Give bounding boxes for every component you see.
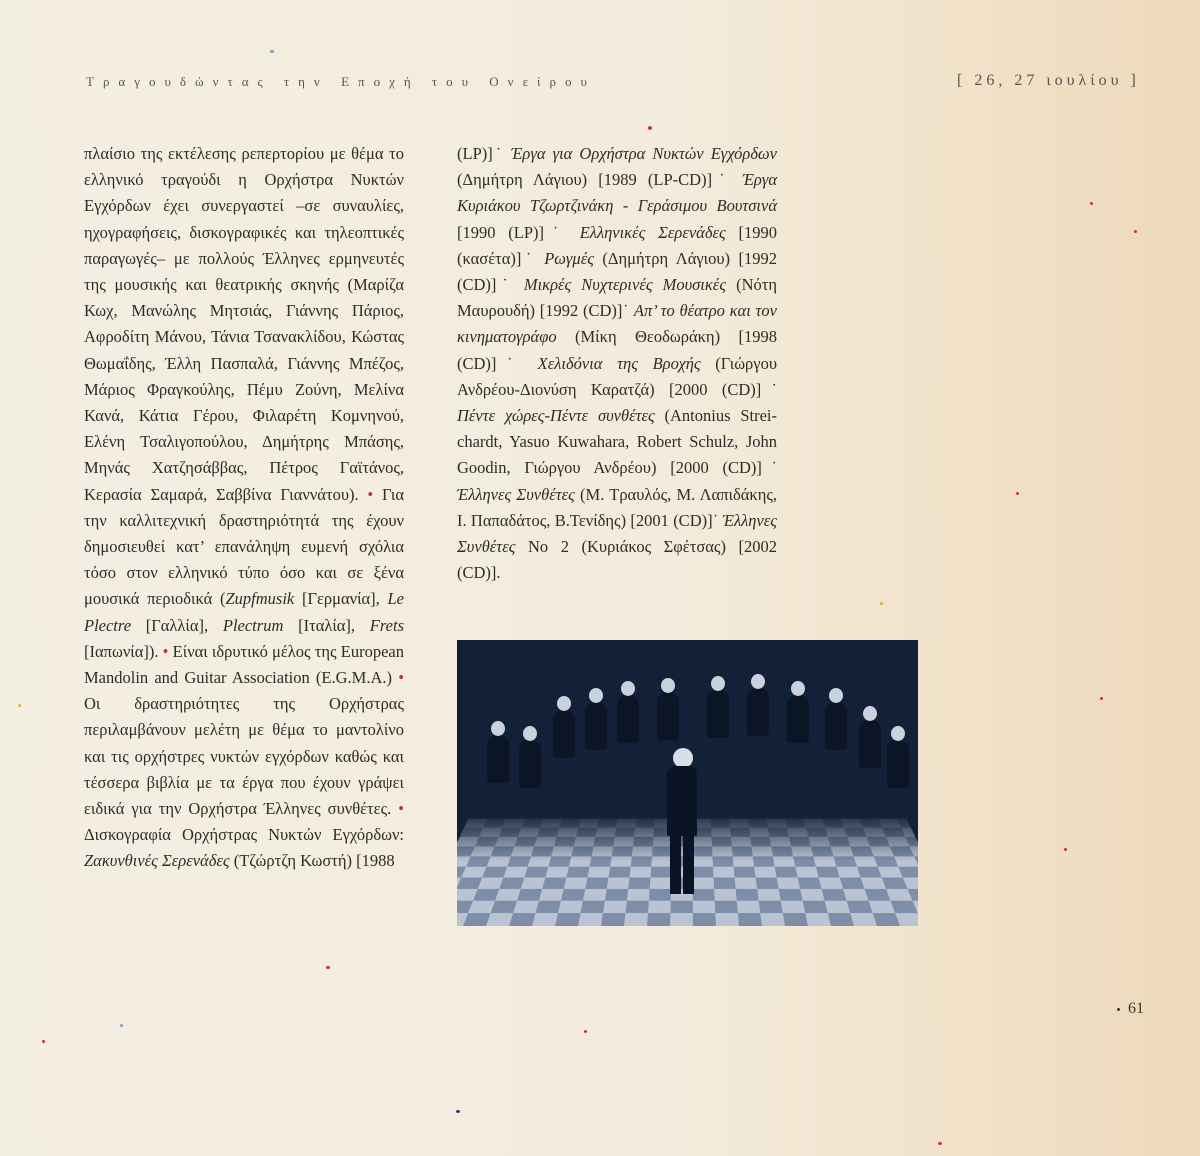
paragraph: [84, 141, 404, 875]
text-run: (Τζώρτζη Κωστή) [1988: [229, 851, 395, 871]
text-run: (LP)]˙: [457, 144, 512, 163]
text-column-left: [84, 141, 404, 875]
text-run: Δισκογραφία Ορχήστρας Νυκτών Εγχόρδων:: [84, 825, 404, 845]
italic-title: Έλληνες Συνθέτες: [457, 484, 575, 504]
musician-figure: [787, 695, 809, 743]
text-column-right: [457, 141, 777, 586]
text-run: πλαίσιο της εκτέλεσης ρεπερτορίου με θέμα το ελληνικό τραγούδι η Ορχήστρα Νυκτών Εγχόρδων έχει συνεργαστεί –σε συναυλίες, ηχογραφήσεις, δισκογραφικές και τηλεοπτικές παραγωγές– με πολλούς Έλληνες ερμηνευτές της μουσικής και θεατρικής σκηνής (Μαρίζα Κωχ, Μανώλης Μητσιάς, Γιάννης Πάριος, Αφροδίτη Μάνου, Τάνια Τσανακλίδου, Κώστας Θωμαΐδης, Έλλη Πασπαλά, Γιάννης Μπέζος, Μάριος Φραγκούλης, Πέμυ Ζούνη, Μελίνα Κανά, Κάτια Γέρου, Φιλαρέτη Κομνηνού, Ελένη Τσαλιγοπούλου, Δημήτρης Μπάσης, Μηνάς Χατζησάββας, Πέτρος Γαϊτάνος, Κερασία Σαμαρά, Σαββίνα Γιαννάτου).: [84, 144, 404, 504]
orchestra-photo: [457, 640, 918, 926]
italic-title: Plectrum: [222, 615, 284, 635]
italic-title: Έργα για Ορχήστρα Νυκτών Εγχόρδων: [511, 144, 777, 163]
italic-title: Έλληνες Συνθέτες: [457, 510, 777, 557]
text-run: (Δημήτρη Λάγιου) [1992 (CD)]˙: [457, 248, 777, 295]
musician-figure: [859, 720, 881, 768]
text-run: No 2 (Κυριάκος Σφέτσας) [2002 (CD)].: [457, 537, 777, 583]
bullet-separator: •: [358, 484, 382, 504]
text-run: (Νότη Μαυρουδή) [1992 (CD)]˙: [457, 275, 777, 321]
italic-title: Πέντε χώρες-Πέντε συνθέτες: [457, 406, 655, 426]
italic-title: Frets: [369, 615, 404, 635]
text-run: [Ιταλία],: [283, 615, 370, 635]
italic-title: Ζακυνθινές Σερενάδες: [84, 851, 230, 871]
italic-title: Le Plectre: [84, 589, 404, 635]
italic-title: Απ’ το θέατρο και τον κινηματογράφο: [457, 301, 778, 347]
musician-figure: [487, 735, 509, 783]
text-run: [Γερμανία],: [294, 589, 388, 609]
musician-figure: [617, 695, 639, 743]
text-run: Για την καλλιτεχνική δραστηριότητά της έχουν δημοσιευθεί κατ’ επανάληψη ευμενή σχόλια τόσο στον ελληνικό τύπο όσο και σε ξένα μουσικά περιοδικά (: [84, 484, 404, 609]
musician-figure: [553, 710, 575, 758]
page-number-dot: [1117, 1008, 1120, 1011]
italic-title: Zupfmusik: [225, 589, 295, 609]
musician-figure: [585, 702, 607, 750]
text-run: (Antonius Strei-chardt, Yasuo Kuwahara, Robert Schulz, John Goodin, Γιώργου Ανδρέου) [2000 (CD)]˙: [457, 406, 777, 478]
italic-title: Ρωγμές: [544, 248, 594, 268]
musician-figure: [519, 740, 541, 788]
italic-title: Ελληνικές Σερενάδες: [579, 222, 726, 242]
text-run: [1990 (LP)]˙: [457, 222, 580, 242]
musician-figure: [707, 690, 729, 738]
page-number: 61: [1128, 1000, 1144, 1017]
italic-title: Χελιδόνια της Βροχής: [537, 353, 701, 373]
text-run: [Ιαπωνία]).: [84, 641, 159, 661]
musician-figure: [657, 692, 679, 740]
bullet-separator: •: [391, 799, 404, 819]
conductor-figure: [667, 748, 697, 898]
bullet-separator: •: [158, 641, 173, 661]
musician-figure: [825, 702, 847, 750]
date-header: [ 26, 27 ιουλίου ]: [957, 72, 1140, 89]
text-run: [Γαλλία],: [131, 615, 223, 635]
text-run: (Δημήτρη Λάγιου) [1989 (LP-CD)]˙: [457, 170, 743, 190]
musician-figure: [887, 740, 909, 788]
text-run: Οι δραστηριότητες της Ορχήστρας περιλαμβάνουν μελέτη με θέμα το μαντολίνο και τις ορχήστρες νυκτών εγχόρδων καθώς και τέσσερα βιβλία με τα έργα που έχουν γράψει ειδικά για την Ορχήστρα Έλληνες συνθέτες.: [84, 694, 404, 819]
musician-figure: [747, 688, 769, 736]
text-run: (Γιώργου Ανδρέου-Διονύση Καρατζά) [2000 (CD)]˙: [457, 353, 778, 399]
italic-title: Μικρές Νυχτερινές Μουσικές: [523, 275, 727, 295]
bullet-separator: •: [392, 668, 404, 688]
italic-title: Έργα Κυριάκου Τζωρτζινάκη - Γεράσιμου Βουτσινά: [457, 170, 777, 216]
text-run: (Μίκη Θεοδωράκη) [1998 (CD)]˙: [457, 327, 777, 373]
text-run: Είναι ιδρυτικό μέλος της European Mandolin and Guitar Association (E.G.M.A.): [84, 641, 404, 688]
text-run: (Μ. Τραυλός, Μ. Λαπιδάκης, Ι. Παπαδάτος, Β.Τενίδης) [2001 (CD)]˙: [457, 484, 777, 530]
paragraph: [457, 141, 777, 586]
running-head: Τραγουδώντας την Εποχή του Ονείρου: [86, 74, 596, 89]
text-run: [1990 (κασέτα)]˙: [457, 222, 777, 268]
